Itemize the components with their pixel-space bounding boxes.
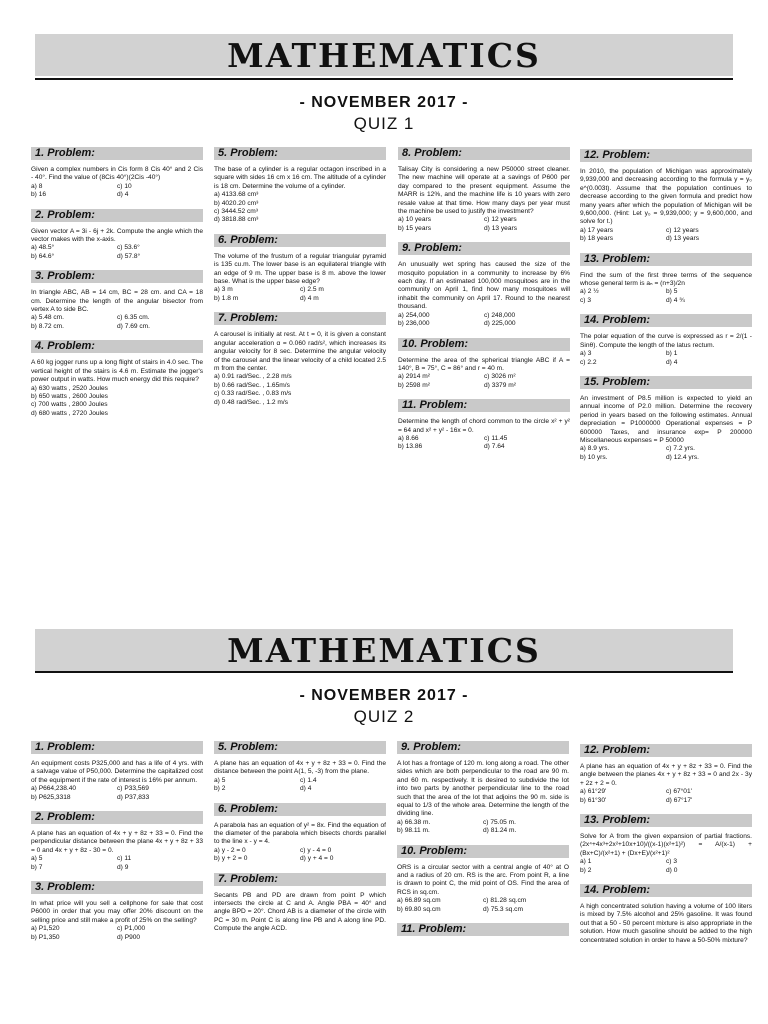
problem-text: Find the sum of the first three terms of the sequence whose general term is aₙ = (n+3)/2n <box>580 271 752 288</box>
problem-text: A carousel is initially at rest. At t = 0, it is given a constant angular acceleration α = 0.060 rad/s², which increases its angular velocity for 8 sec. Determine the angular velocity of the carousel and the linear velocity of a child located 2.5 m from the center. <box>214 331 386 372</box>
problem-heading: 10. Problem: <box>398 338 570 351</box>
problem-heading: 2. Problem: <box>31 811 203 824</box>
answer-choice: b) 2 <box>580 866 592 874</box>
answer-choice: a) 66.38 m. <box>397 818 431 826</box>
answer-choice: b) P1,350 <box>31 933 60 941</box>
problem-text: A lot has a frontage of 120 m. long along a road. The other sides which are both perpendicular to the road are 90 m. and 60 m. respectively. It is desired to subdivide the lot into two parts by another perpendicular line to the road such that the area of the lot that adjoins the 90 m. side is equal to 1/3 of the whole area. Determine the length of the dividing line. <box>397 760 569 818</box>
answer-choices <box>31 785 203 802</box>
problem-heading: 5. Problem: <box>214 741 386 754</box>
answer-choice <box>117 393 203 401</box>
answer-choice: a) 8.66 <box>398 434 419 442</box>
answer-choice: c) 3 <box>580 296 591 304</box>
answer-choice: b) 98.11 m. <box>397 827 430 835</box>
answer-choice: b) 13.86 <box>398 443 423 451</box>
problem-heading: 5. Problem: <box>214 147 386 160</box>
answer-choice: b) 0.66 rad/Sec. , 1.65m/s <box>214 381 290 389</box>
answer-choice: a) y - 2 = 0 <box>214 846 246 854</box>
answer-choices <box>214 286 386 303</box>
answer-choice: a) 0.91 rad/Sec. , 2.28 m/s <box>214 373 292 381</box>
problem-text: In 2010, the population of Michigan was approximately 9,939,000 and decreasing according to the formula y = y₀ e^(0.003t). Assume that the population continues to decrease according to the given formula and predict how many years after which the population of Michigan will be 9,600,000. (Hint: Let y₀ = 9,939,000; y = 9,600,000, and solve for t.) <box>580 168 752 226</box>
problem-block <box>31 340 203 418</box>
problem-heading: 7. Problem: <box>214 312 386 325</box>
problem-text: A 60 kg jogger runs up a long flight of stairs in 4.0 sec. The vertical height of the stairs is 4.6 m. Estimate the jogger's power output in watts. How much energy did this require? <box>31 359 203 384</box>
answer-choices <box>397 897 569 914</box>
answer-choices <box>214 191 386 225</box>
problem-block <box>580 744 752 805</box>
problem-text: Secants PB and PD are drawn from point P which intersects the circle at C and A. Angle PBA = 40° and angle BPD = 20°. Chord AB is a diameter of the circle with PC = 30 m. Point C is along line PB and A along line PD. Compute the angle ACD. <box>214 891 386 933</box>
problem-block <box>214 741 386 794</box>
answer-choice: a) 8.9 yrs. <box>580 445 610 453</box>
answer-choice: b) 1 <box>666 350 678 358</box>
divider <box>35 78 733 80</box>
problem-heading: 14. Problem: <box>580 884 752 897</box>
answer-choice: d) 4 <box>117 191 129 199</box>
problem-block <box>580 376 752 462</box>
answer-choice: d) P900 <box>117 933 141 941</box>
column-3 <box>398 147 570 461</box>
problem-block <box>214 873 386 934</box>
answer-choices <box>398 312 570 329</box>
answer-choice: c) 11 <box>117 855 132 863</box>
problem-text: Talisay City is considering a new P50000 street cleaner. The new machine will operate at a savings of P600 per day compared to the present equipment. Assume the MARR is 12%, and the machine life is 10 years with zero resale value at that time. How many days per year must the machine be used to justify the investment? <box>398 166 570 216</box>
answer-choice: b) 5 <box>666 288 678 296</box>
answer-choices <box>397 819 569 836</box>
answer-choice: b) 2598 m² <box>398 381 430 389</box>
answer-choice: b) 2 <box>214 785 226 793</box>
answer-choice: c) y - 4 = 0 <box>300 846 332 854</box>
answer-choices <box>214 847 386 864</box>
problem-text: A high concentrated solution having a volume of 100 liters is mixed by 7.5% alcohol and 25% gasoline. It was found out that a 50 - 50 percent mixture is also appropriate in the solution. How much gasoline should be added to the high concentrated solution in order to have a 50-50% mixture? <box>580 903 752 944</box>
answer-choices <box>31 925 203 942</box>
answer-choices <box>398 216 570 233</box>
answer-choice: b) 15 years <box>398 224 431 232</box>
problem-heading: 2. Problem: <box>31 209 203 222</box>
answer-choices <box>580 858 752 875</box>
answer-choice: b) 16 <box>31 191 47 199</box>
problem-text: Given a complex numbers in Cis form 8 Cis 40° and 2 Cis - 40°. Find the value of (8Cis 40°)(2Cis -40°) <box>31 166 203 182</box>
problem-block <box>214 312 386 407</box>
column-4 <box>580 149 752 471</box>
answer-choice: d) 12.4 yrs. <box>666 453 699 461</box>
answer-choice: a) P1,520 <box>31 925 60 933</box>
problem-heading: 7. Problem: <box>214 873 386 886</box>
problem-heading: 12. Problem: <box>580 149 752 162</box>
problem-heading: 1. Problem: <box>31 741 203 754</box>
answer-choice: d) 225,000 <box>484 320 516 328</box>
column-2 <box>214 147 386 416</box>
quiz-title: QUIZ 1 <box>353 114 415 133</box>
problem-block <box>398 399 570 452</box>
problem-heading: 6. Problem: <box>214 234 386 247</box>
problem-heading: 4. Problem: <box>31 340 203 353</box>
answer-choice <box>117 401 203 409</box>
answer-choice: c) P1,000 <box>117 925 146 933</box>
answer-choice: a) 5.48 cm. <box>31 314 64 322</box>
answer-choices <box>31 385 203 419</box>
problem-block <box>397 845 569 914</box>
answer-choice: b) 1.8 m <box>214 294 239 302</box>
answer-choices <box>31 855 203 872</box>
answer-choice: a) 3 <box>580 350 592 358</box>
answer-choice: d) 13 years <box>666 235 699 243</box>
answer-choices <box>31 244 203 261</box>
problem-block <box>580 253 752 306</box>
answer-choice <box>300 382 386 390</box>
column-1 <box>31 741 203 951</box>
answer-choice: d) 67°17' <box>666 796 693 804</box>
answer-choice: b) 7 <box>31 863 43 871</box>
problem-text: The volume of the frustum of a regular triangular pyramid is 135 cu.m. The lower base is an equilateral triangle with an edge of 9 m. The upper base is 8 m. above the lower base. What is the upper base edge? <box>214 252 386 286</box>
problem-text: In what price will you sell a cellphone for sale that cost P6000 in order that you may offer 20% discount on the selling price and still make a profit of 25% on the selling? <box>31 900 203 924</box>
answer-choice <box>300 373 386 381</box>
answer-choice: d) 4 m <box>300 294 319 302</box>
answer-choice: d) 0 <box>666 866 678 874</box>
answer-choice: a) 61°29' <box>580 788 607 796</box>
answer-choice: d) 13 years <box>484 224 517 232</box>
answer-choice: a) 2 ½ <box>580 288 599 296</box>
answer-choice: b) 8.72 cm. <box>31 322 64 330</box>
answer-choice: b) 18 years <box>580 235 613 243</box>
problem-block <box>580 314 752 367</box>
answer-choice: c) 75.05 m. <box>483 818 516 826</box>
problem-text: Solve for A from the given expansion of partial fractions. (2x⁴+4x³+2x²+10x+10)/((x-1)(x²+1)²) = A/(x-1) + (Bx+C)/(x²+1) + (Dx+E)/(x²+1)² <box>580 833 752 857</box>
answer-choice: a) 5 <box>214 776 226 784</box>
answer-choice: b) 650 watts , 2600 Joules <box>31 392 108 400</box>
answer-choices <box>31 314 203 331</box>
answer-choice: d) 81.24 m. <box>483 827 517 835</box>
answer-choice: b) 69.80 sq.cm <box>397 905 441 913</box>
answer-choices <box>580 288 752 305</box>
answer-choice: c) 6.35 cm. <box>117 314 150 322</box>
problem-heading: 13. Problem: <box>580 253 752 266</box>
problem-block <box>580 884 752 945</box>
answer-choice: c) 248,000 <box>484 311 516 319</box>
answer-choice: c) 81.28 sq.cm <box>483 897 527 905</box>
answer-choice: d) 7.69 cm. <box>117 322 150 330</box>
problem-text: In triangle ABC, AB = 14 cm, BC = 28 cm. and CA = 18 cm. Determine the length of the angular bisector from vertex A to side BC. <box>31 289 203 314</box>
answer-choices <box>580 350 752 367</box>
problem-block <box>580 814 752 875</box>
answer-choice: c) 2.5 m <box>300 286 324 294</box>
problem-text: The base of a cylinder is a regular octagon inscribed in a square with sides 16 cm x 16 cm. The altitude of a cylinder is 18 cm. Determine the volume of a cylinder. <box>214 166 386 190</box>
problem-heading: 6. Problem: <box>214 803 386 816</box>
problem-heading: 9. Problem: <box>398 242 570 255</box>
answer-choice: b) P625,3318 <box>31 793 71 801</box>
problem-block <box>398 338 570 391</box>
answer-choice: c) 700 watts , 2800 Joules <box>31 401 108 409</box>
answer-choice: c) 7.2 yrs. <box>666 445 695 453</box>
answer-choice: b) 10 yrs. <box>580 453 608 461</box>
answer-choice: d) 4 <box>300 785 312 793</box>
answer-choice: a) 5 <box>31 855 43 863</box>
problem-heading: 9. Problem: <box>397 741 569 754</box>
problem-heading: 3. Problem: <box>31 270 203 283</box>
problem-block <box>31 270 203 331</box>
problem-heading: 12. Problem: <box>580 744 752 757</box>
answer-choice: d) 7.64 <box>484 443 505 451</box>
quiz-title: QUIZ 2 <box>353 707 415 726</box>
answer-choice <box>117 410 203 418</box>
column-1 <box>31 147 203 427</box>
problem-block <box>31 811 203 872</box>
answer-choice: d) 0.48 rad/Sec. , 1.2 m/s <box>214 398 289 406</box>
problem-block <box>31 147 203 200</box>
problem-text: Determine the area of the spherical triangle ABC if A = 140°, B = 75°, C = 86° and r = 40 m. <box>398 356 570 372</box>
answer-choice: a) 48.5° <box>31 244 55 252</box>
problem-block <box>31 881 203 942</box>
answer-choice: a) 8 <box>31 182 43 190</box>
answer-choice: d) 75.3 sq.cm <box>483 905 523 913</box>
answer-choice: c) 2.2 <box>580 358 597 366</box>
answer-choice: c) 11.45 <box>484 434 508 442</box>
problem-block <box>214 803 386 864</box>
exam-month: - NOVEMBER 2017 - <box>299 94 469 111</box>
column-3 <box>397 741 569 945</box>
answer-choice: c) 12 years <box>484 216 517 224</box>
answer-choice: c) 0.33 rad/Sec. , 0.83 m/s <box>214 390 292 398</box>
problem-text: A plane has an equation of 4x + y + 8z + 33 = 0. Find the angle between the planes 4x + y + 8z + 33 = 0 and 2x - 3y + 2z + 2 = 0. <box>580 763 752 787</box>
answer-choice: d) 680 watts , 2720 Joules <box>31 409 108 417</box>
problem-block <box>31 741 203 802</box>
answer-choice: a) 66.89 sq.cm <box>397 897 441 905</box>
answer-choice: b) y + 2 = 0 <box>214 855 248 863</box>
answer-choice: a) P664,238.40 <box>31 785 77 793</box>
problem-heading: 3. Problem: <box>31 881 203 894</box>
subject-title: MATHEMATICS <box>227 36 541 75</box>
answer-choice: d) 3379 m² <box>484 381 516 389</box>
answer-choice: d) 9 <box>117 863 129 871</box>
answer-choice: b) 61°30' <box>580 796 607 804</box>
problem-block <box>398 242 570 328</box>
answer-choice <box>300 208 386 216</box>
answer-choices <box>398 435 570 452</box>
answer-choice: c) 3 <box>666 858 677 866</box>
answer-choice: c) 1.4 <box>300 776 317 784</box>
problem-block <box>31 209 203 262</box>
problem-text: A plane has an equation of 4x + y + 8z + 33 = 0. Find the distance between the point A(1, 5, -3) from the plane. <box>214 760 386 776</box>
problem-text: An investment of P8.5 million is expected to yield an annual income of P2.0 million. Determine the recovery period in years based on the following estimates. Annual depreciation = P1000000 Operational expenses = P 600000 Taxes, and insurance exp= P 200000 Miscellaneous expenses = P 50000 <box>580 394 752 444</box>
problem-heading: 13. Problem: <box>580 814 752 827</box>
problem-block <box>398 147 570 233</box>
answer-choice: b) 64.6° <box>31 252 55 260</box>
problem-block <box>214 234 386 303</box>
answer-choice: c) 3444.52 cm³ <box>214 208 258 216</box>
answer-choice: c) P33,569 <box>117 785 149 793</box>
problem-text: The polar equation of the curve is expressed as r = 2/(1 - Sinθ). Compute the length of the latus rectum. <box>580 333 752 349</box>
answer-choice: d) P37,833 <box>117 793 150 801</box>
exam-month: - NOVEMBER 2017 - <box>299 687 469 704</box>
answer-choice <box>300 399 386 407</box>
divider <box>35 671 733 673</box>
answer-choice: b) 236,000 <box>398 320 430 328</box>
answer-choice <box>300 191 386 199</box>
answer-choices <box>580 227 752 244</box>
answer-choices <box>398 373 570 390</box>
problem-block <box>397 741 569 836</box>
problem-heading: 8. Problem: <box>398 147 570 160</box>
answer-choice: d) 3818.88 cm³ <box>214 216 259 224</box>
problem-text: Given vector A = 3i - 6j + 2k. Compute the angle which the vector makes with the x-axis. <box>31 227 203 244</box>
column-4 <box>580 744 752 954</box>
problem-heading: 15. Problem: <box>580 376 752 389</box>
answer-choice: a) 4133.68 cm³ <box>214 191 259 199</box>
answer-choice: a) 254,000 <box>398 311 430 319</box>
answer-choice: c) 53.6° <box>117 244 140 252</box>
answer-choice: d) y + 4 = 0 <box>300 855 334 863</box>
problem-heading: 14. Problem: <box>580 314 752 327</box>
answer-choice: d) 57.8° <box>117 252 141 260</box>
answer-choice <box>117 385 203 393</box>
problem-heading: 11. Problem: <box>398 399 570 412</box>
problem-block <box>214 147 386 225</box>
answer-choices <box>214 777 386 794</box>
problem-text: An unusually wet spring has caused the size of the mosquito population in a community to increase by 6% each day. If an estimated 100,000 mosquitoes are in the community on April 1, find how many mosquitoes will inhabit the community on April 17. Round to the nearest thousand. <box>398 261 570 311</box>
answer-choice: c) 12 years <box>666 226 699 234</box>
answer-choices <box>580 445 752 462</box>
problem-block <box>397 923 569 936</box>
problem-text: A plane has an equation of 4x + y + 8z + 33 = 0. Find the perpendicular distance between the plane 4x + y + 8z + 33 = 0 and 4x + y + 8z - 30 = 0. <box>31 830 203 854</box>
problem-heading: 10. Problem: <box>397 845 569 858</box>
answer-choice: a) 17 years <box>580 226 613 234</box>
answer-choice: b) 4020.20 cm³ <box>214 199 259 207</box>
answer-choice: a) 2914 m² <box>398 373 430 381</box>
problem-block <box>580 149 752 244</box>
answer-choice: d) 4 ¾ <box>666 296 685 304</box>
answer-choice: c) 3026 m² <box>484 373 516 381</box>
answer-choice <box>300 390 386 398</box>
answer-choices <box>31 183 203 200</box>
answer-choice <box>300 216 386 224</box>
subject-banner <box>35 34 733 76</box>
problem-text: A parabola has an equation of y² = 8x. Find the equation of the diameter of the parabola which bisects chords parallel to the line x - y = 4. <box>214 821 386 846</box>
subject-title: MATHEMATICS <box>227 631 541 670</box>
problem-text: Determine the length of chord common to the circle x² + y² = 64 and x² + y² - 16x = 0. <box>398 418 570 434</box>
answer-choices <box>214 373 386 407</box>
answer-choice: c) 67°01' <box>666 788 692 796</box>
problem-text: ORS is a circular sector with a central angle of 40° at O and a radius of 20 cm. RS is the arc. From point R, a line is drawn to point C, the mid point of OS. Find the area of RCS in sq.cm. <box>397 863 569 896</box>
problem-heading: 1. Problem: <box>31 147 203 160</box>
answer-choice: c) 10 <box>117 182 132 190</box>
problem-text: An equipment costs P325,000 and has a life of 4 yrs. with a salvage value of P50,000. Determine the capitalized cost of the equipment if the rate of interest is 16% per annum. <box>31 760 203 784</box>
answer-choice: a) 10 years <box>398 216 431 224</box>
answer-choice: a) 1 <box>580 858 592 866</box>
subject-banner <box>35 629 733 671</box>
column-2 <box>214 741 386 943</box>
problem-heading: 11. Problem: <box>397 923 569 936</box>
answer-choice <box>300 200 386 208</box>
answer-choice: a) 630 watts , 2520 Joules <box>31 384 108 392</box>
answer-choices <box>580 788 752 805</box>
answer-choice: a) 3 m <box>214 286 233 294</box>
answer-choice: d) 4 <box>666 358 678 366</box>
